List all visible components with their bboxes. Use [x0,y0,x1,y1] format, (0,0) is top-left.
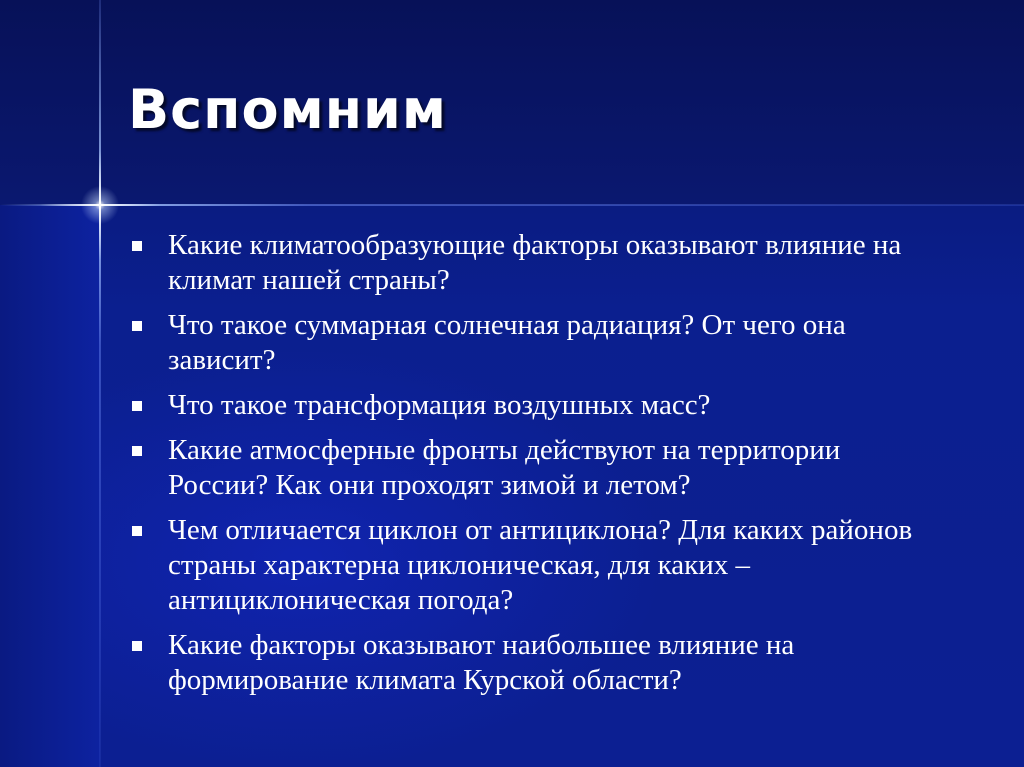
square-bullet-icon [132,241,142,251]
bullet-item [130,433,930,503]
bullet-text: Чем отличается циклон от антициклона? Для каких районов страны характерна циклоническая, для каких – антициклоническая погода? [168,514,913,616]
bullet-item [130,513,930,618]
left-band [0,205,100,767]
sparkle-ray-vertical [99,150,101,260]
square-bullet-icon [132,641,142,651]
bullet-list [130,228,930,708]
bullet-text: Что такое трансформация воздушных масс? [168,389,711,421]
square-bullet-icon [132,446,142,456]
slide-title: Вспомним [128,78,448,141]
square-bullet-icon [132,526,142,536]
bullet-item [130,308,930,378]
square-bullet-icon [132,321,142,331]
bullet-item [130,228,930,298]
bullet-text: Что такое суммарная солнечная радиация? От чего она зависит? [168,309,846,376]
bullet-item [130,628,930,698]
bullet-text: Какие факторы оказывают наибольшее влияние на формирование климата Курской области? [168,629,795,696]
bullet-text: Какие атмосферные фронты действуют на территории России? Как они проходят зимой и летом? [168,434,841,501]
bullet-item [130,388,930,423]
vertical-accent-line [99,0,101,767]
square-bullet-icon [132,401,142,411]
bullet-text: Какие климатообразующие факторы оказывают влияние на климат нашей страны? [168,229,902,296]
